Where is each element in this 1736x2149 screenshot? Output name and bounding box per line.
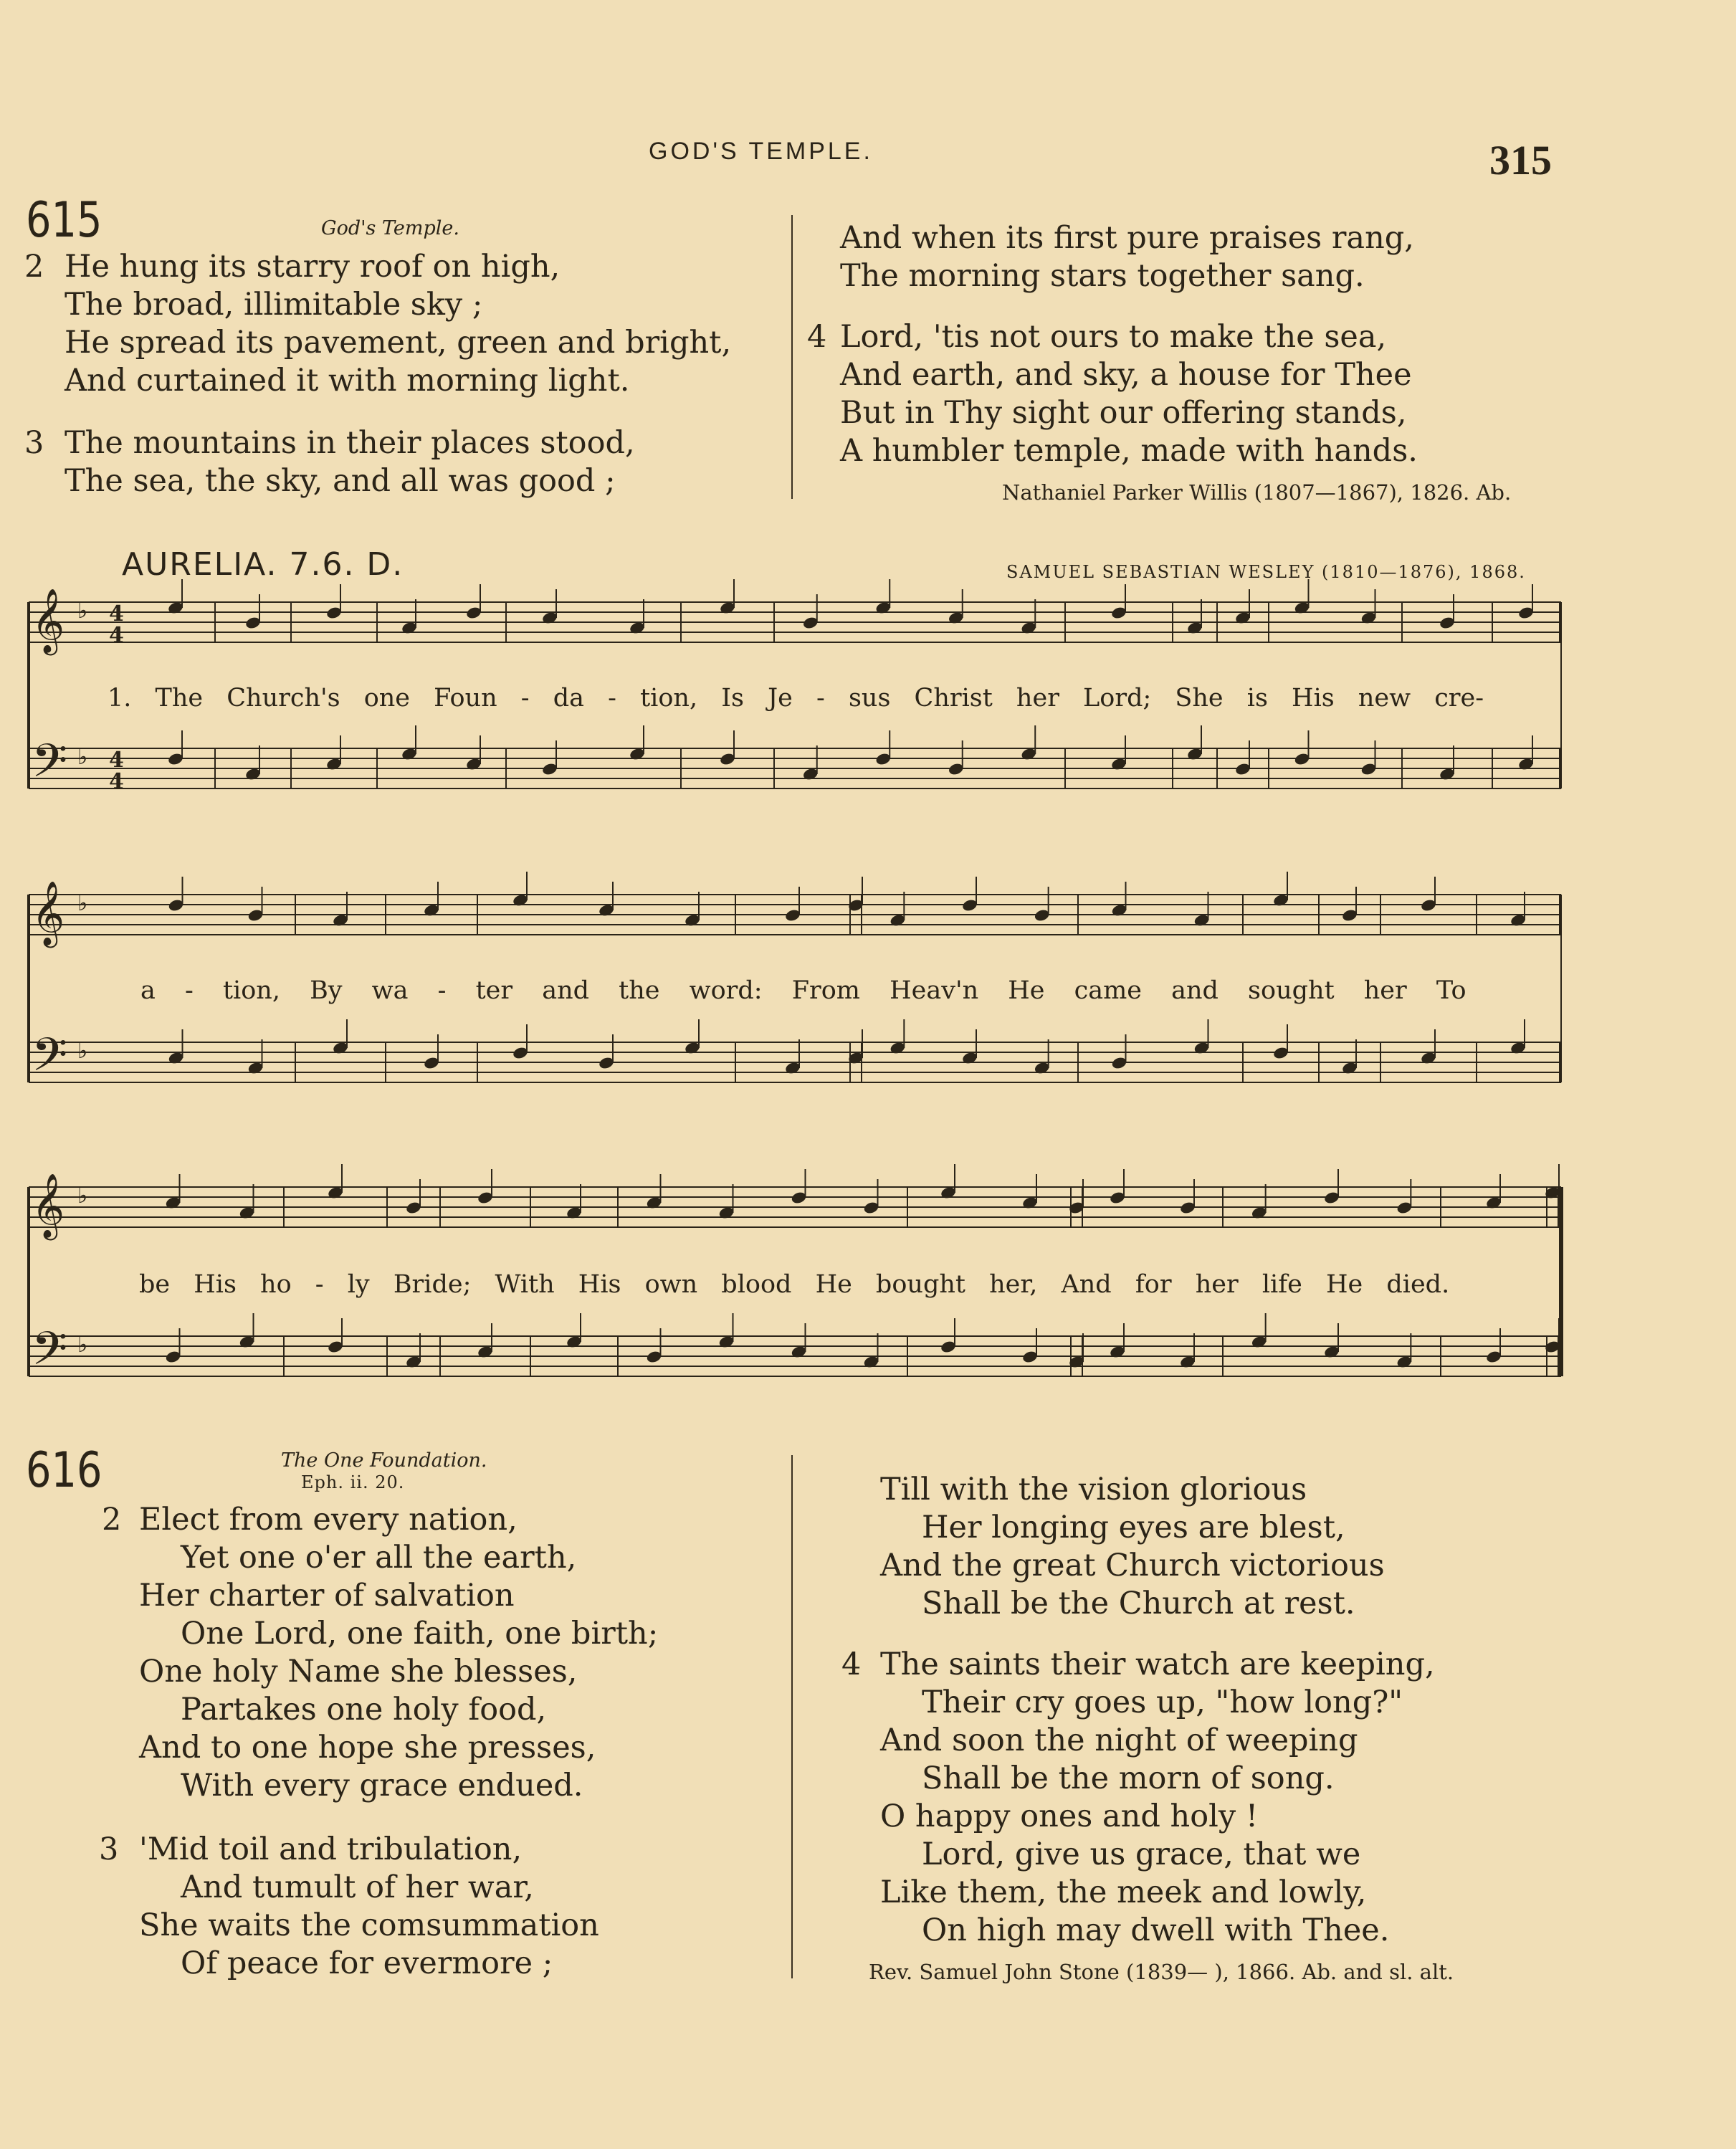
- time-signature-top: 4: [109, 601, 124, 626]
- key-signature-flat: ♭: [77, 1039, 88, 1064]
- key-signature-flat: ♭: [77, 891, 88, 916]
- verse-line: The morning stars together sang.: [840, 258, 1365, 294]
- verse-line: He hung its starry roof on high,: [65, 249, 561, 285]
- treble-clef: 𝄞: [32, 1173, 65, 1238]
- key-signature-flat: ♭: [77, 1333, 88, 1358]
- verse-line: Elect from every nation,: [139, 1502, 518, 1538]
- verse-line: He spread its pavement, green and bright,: [65, 325, 732, 361]
- tune-composer: SAMUEL SEBASTIAN WESLEY (1810—1876), 1868.: [1006, 562, 1526, 582]
- verse-line: On high may dwell with Thee.: [922, 1912, 1390, 1948]
- hymn-616-reference: Eph. ii. 20.: [301, 1472, 405, 1492]
- verse-line: And earth, and sky, a house for Thee: [840, 357, 1412, 393]
- time-signature-bottom: 4: [109, 623, 124, 648]
- verse-line: 'Mid toil and tribulation,: [139, 1831, 523, 1867]
- hymn-616-verse-3-continued: [880, 1471, 1385, 1623]
- verse-line: Their cry goes up, "how long?": [922, 1685, 1403, 1720]
- verse-line: Of peace for evermore ;: [181, 1945, 553, 1981]
- hymn-615-attribution: Nathaniel Parker Willis (1807—1867), 1826. Ab.: [1002, 480, 1512, 505]
- verse-line: And curtained it with morning light.: [65, 363, 630, 399]
- bass-clef: 𝄢: [32, 735, 68, 799]
- verse-line: The sea, the sky, and all was good ;: [65, 463, 616, 499]
- verse-line: She waits the comsummation: [139, 1907, 599, 1943]
- verse-line: Yet one o'er all the earth,: [181, 1540, 577, 1576]
- hymn-616-verse-4: [841, 1646, 1435, 1950]
- verse-line: Partakes one holy food,: [181, 1692, 547, 1728]
- verse-line: But in Thy sight our offering stands,: [840, 395, 1407, 431]
- running-header: GOD'S TEMPLE.: [649, 138, 873, 165]
- verse-line: The saints their watch are keeping,: [880, 1647, 1435, 1682]
- verse-line: Lord, 'tis not ours to make the sea,: [840, 319, 1387, 355]
- hymn-616-verse-3: [99, 1831, 599, 1983]
- time-signature-top: 4: [109, 748, 124, 773]
- page-number: 315: [1489, 137, 1552, 184]
- verse-line: And the great Church victorious: [880, 1548, 1385, 1583]
- verse-line: And soon the night of weeping: [880, 1722, 1358, 1758]
- verse-line: And when its first pure praises rang,: [840, 220, 1414, 256]
- verse-line: The mountains in their places stood,: [65, 425, 635, 461]
- hymn-number-616: 616: [26, 1442, 102, 1499]
- column-divider: [791, 1455, 793, 1978]
- bass-clef: 𝄢: [32, 1029, 68, 1093]
- verse-line: A humbler temple, made with hands.: [840, 433, 1418, 469]
- verse-line: One holy Name she blesses,: [139, 1654, 578, 1690]
- verse-line: Shall be the morn of song.: [922, 1760, 1335, 1796]
- verse-line: And to one hope she presses,: [139, 1730, 596, 1766]
- verse-number: 4: [841, 1647, 862, 1682]
- verse-line: O happy ones and holy !: [880, 1798, 1259, 1834]
- key-signature-flat: ♭: [77, 1183, 88, 1209]
- verse-number: 3: [24, 425, 44, 461]
- hymn-number-615: 615: [26, 192, 102, 249]
- verse-number: 2: [102, 1502, 122, 1538]
- verse-line: And tumult of her war,: [181, 1869, 534, 1905]
- lyrics-system-3: be His ho - ly Bride; With His own blood He bought her, And for her life He died.: [139, 1270, 1450, 1299]
- verse-number: 4: [807, 319, 827, 355]
- lyrics-system-2: a - tion, By wa - ter and the word: From Heav'n He came and sought her To: [140, 976, 1466, 1005]
- verse-line: The broad, illimitable sky ;: [65, 287, 483, 323]
- hymn-616-subtitle: The One Foundation.: [281, 1449, 487, 1472]
- bass-clef: 𝄢: [32, 1323, 68, 1387]
- verse-line: One Lord, one faith, one birth;: [181, 1616, 659, 1652]
- verse-line: With every grace endued.: [181, 1768, 583, 1803]
- key-signature-flat: ♭: [77, 745, 88, 770]
- verse-line: Her charter of salvation: [139, 1578, 515, 1614]
- treble-clef: 𝄞: [32, 589, 65, 653]
- verse-line: Like them, the meek and lowly,: [880, 1874, 1367, 1910]
- hymn-615-subtitle: God's Temple.: [321, 217, 459, 239]
- hymn-616-verse-2: [102, 1501, 659, 1805]
- verse-number: 2: [24, 249, 44, 285]
- lyrics-system-1: 1. The Church's one Foun - da - tion, Is Je - sus Christ her Lord; She is His new cre-: [108, 684, 1484, 713]
- hymn-616-attribution: Rev. Samuel John Stone (1839— ), 1866. Ab. and sl. alt.: [869, 1960, 1454, 1984]
- tune-name: AURELIA. 7.6. D.: [122, 546, 404, 583]
- verse-number: 3: [99, 1831, 119, 1867]
- key-signature-flat: ♭: [77, 599, 88, 624]
- treble-clef: 𝄞: [32, 881, 65, 945]
- verse-line: Till with the vision glorious: [880, 1472, 1307, 1507]
- verse-line: Her longing eyes are blest,: [922, 1510, 1345, 1545]
- time-signature-bottom: 4: [109, 769, 124, 794]
- verse-line: Lord, give us grace, that we: [922, 1836, 1361, 1872]
- verse-line: Shall be the Church at rest.: [922, 1586, 1355, 1621]
